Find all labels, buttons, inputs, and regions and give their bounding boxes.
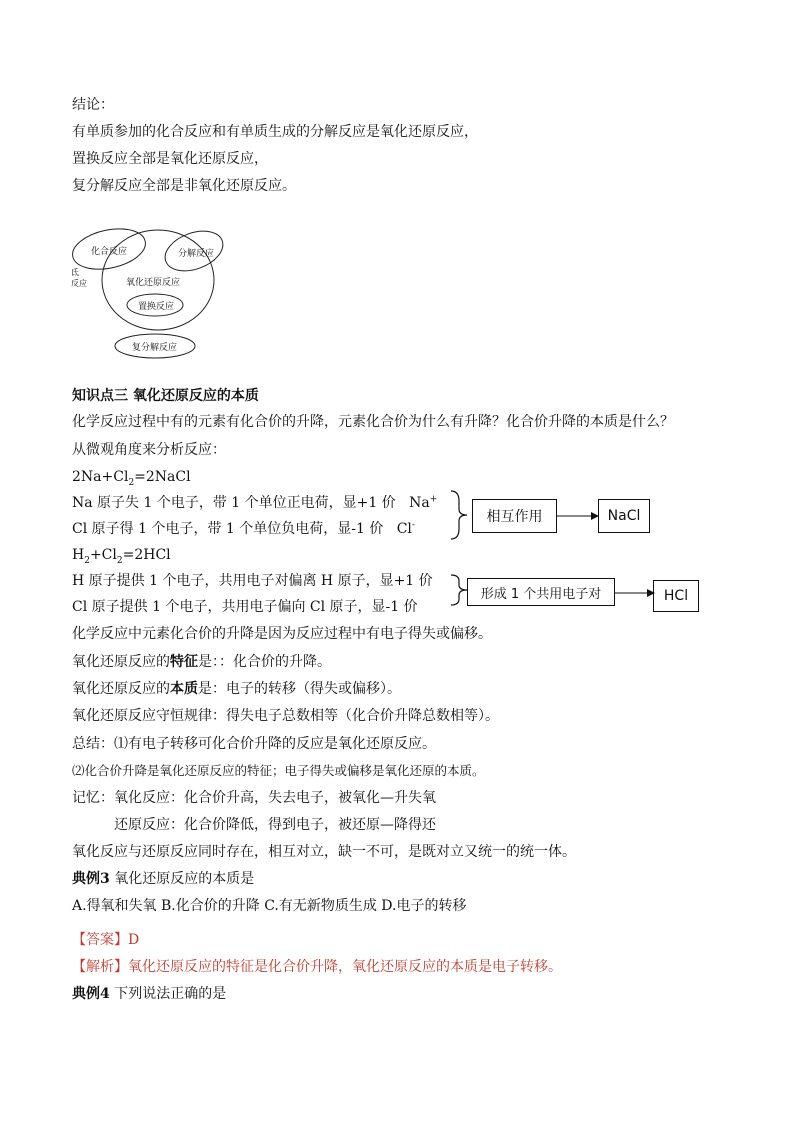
- equation-nacl: $2Na+Cl_2=2NaCl$: [72, 469, 191, 488]
- example-3-question: 典例3 氧化还原反应的本质是: [72, 871, 255, 887]
- brace-hcl: [449, 573, 469, 607]
- kp3-question: 化学反应过程中有的元素有化合价的升降，元素化合价为什么有升降？化合价升降的本质是什么？: [72, 414, 674, 430]
- cl-explanation: Cl 原子得 1 个电子，带 1 个单位负电荷，显-1 价 Cl-: [72, 520, 415, 537]
- kp3-memory-2: 还原反应：化合价降低，得到电子，被还原—降得还: [114, 817, 436, 833]
- arrow-nacl: [557, 508, 599, 524]
- example-3-answer: 【答案】D: [72, 932, 140, 948]
- arrow-hcl: [615, 586, 655, 600]
- example-3-options: A.得氧和失氧 B.化合价的升降 C.有无新物质生成 D.电子的转移: [72, 898, 467, 914]
- example-3-analysis: 【解析】氧化还原反应的特征是化合价升降，氧化还原反应的本质是电子转移。: [72, 959, 562, 975]
- cl2-explanation: Cl 原子提供 1 个电子，共用电子偏向 Cl 原子，显-1 价: [72, 599, 418, 615]
- equation-hcl: $H_2+Cl_2=2HCl$: [72, 547, 171, 566]
- kp3-summary-1: 总结：⑴有电子转移可化合价升降的反应是氧化还原反应。: [72, 736, 436, 752]
- kp3-summary-2: ⑵化合价升降是氧化还原反应的特征；电子得失或偏移是氧化还原的本质。: [72, 763, 485, 778]
- kp3-micro: 从微观角度来分析反应：: [72, 442, 226, 458]
- box-hcl: HCl: [653, 580, 699, 612]
- conclusion-line-1: 有单质参加的化合反应和有单质生成的分解反应是氧化还原反应，: [72, 124, 478, 140]
- na-explanation: Na 原子失 1 个电子，带 1 个单位正电荷，显+1 价 Na+: [72, 494, 438, 511]
- box-shared-pair: 形成 1 个共用电子对: [467, 578, 615, 606]
- venn-label-decomposition: 分解反应: [178, 249, 215, 259]
- venn-label-redox: 氧化还原反应: [126, 278, 181, 288]
- kp3-line-1: 化学反应中元素化合价的升降是因为反应过程中有电子得失或偏移。: [72, 626, 492, 642]
- kp3-memory-1: 记忆：氧化反应：化合价升高，失去电子，被氧化—升失氧: [72, 790, 436, 806]
- venn-label-nonredox-2: 反应: [71, 279, 87, 288]
- box-nacl: NaCl: [598, 499, 650, 533]
- venn-label-displacement: 置换反应: [138, 302, 175, 312]
- kp3-line-feature: 氧化还原反应的特征是：：化合价的升降。: [72, 654, 331, 670]
- conclusion-line-2: 置换反应全部是氧化还原反应，: [72, 151, 268, 167]
- kp3-line-conservation: 氧化还原反应守恒规律：得失电子总数相等（化合价升降总数相等）。: [72, 708, 499, 724]
- venn-label-double-decomposition: 复分解反应: [132, 343, 178, 353]
- venn-label-combination: 化合反应: [91, 247, 128, 257]
- venn-label-nonredox-1: 氐: [71, 268, 79, 277]
- example-4-question: 典例4 下列说法正确的是: [72, 986, 227, 1002]
- conclusion-heading: 结论：: [72, 97, 114, 113]
- brace-nacl: [449, 489, 469, 541]
- kp3-line-essence: 氧化还原反应的本质是：电子的转移（得失或偏移）。: [72, 681, 401, 697]
- conclusion-line-3: 复分解反应全部是非氧化还原反应。: [72, 178, 296, 194]
- reaction-venn-diagram: [66, 225, 236, 365]
- kp3-heading: 知识点三 氧化还原反应的本质: [72, 388, 259, 404]
- h-explanation: H 原子提供 1 个电子，共用电子对偏离 H 原子，显+1 价: [72, 573, 433, 589]
- kp3-unity: 氧化反应与还原反应同时存在，相互对立，缺一不可，是既对立又统一的统一体。: [72, 844, 576, 860]
- box-interaction: 相互作用: [472, 499, 557, 533]
